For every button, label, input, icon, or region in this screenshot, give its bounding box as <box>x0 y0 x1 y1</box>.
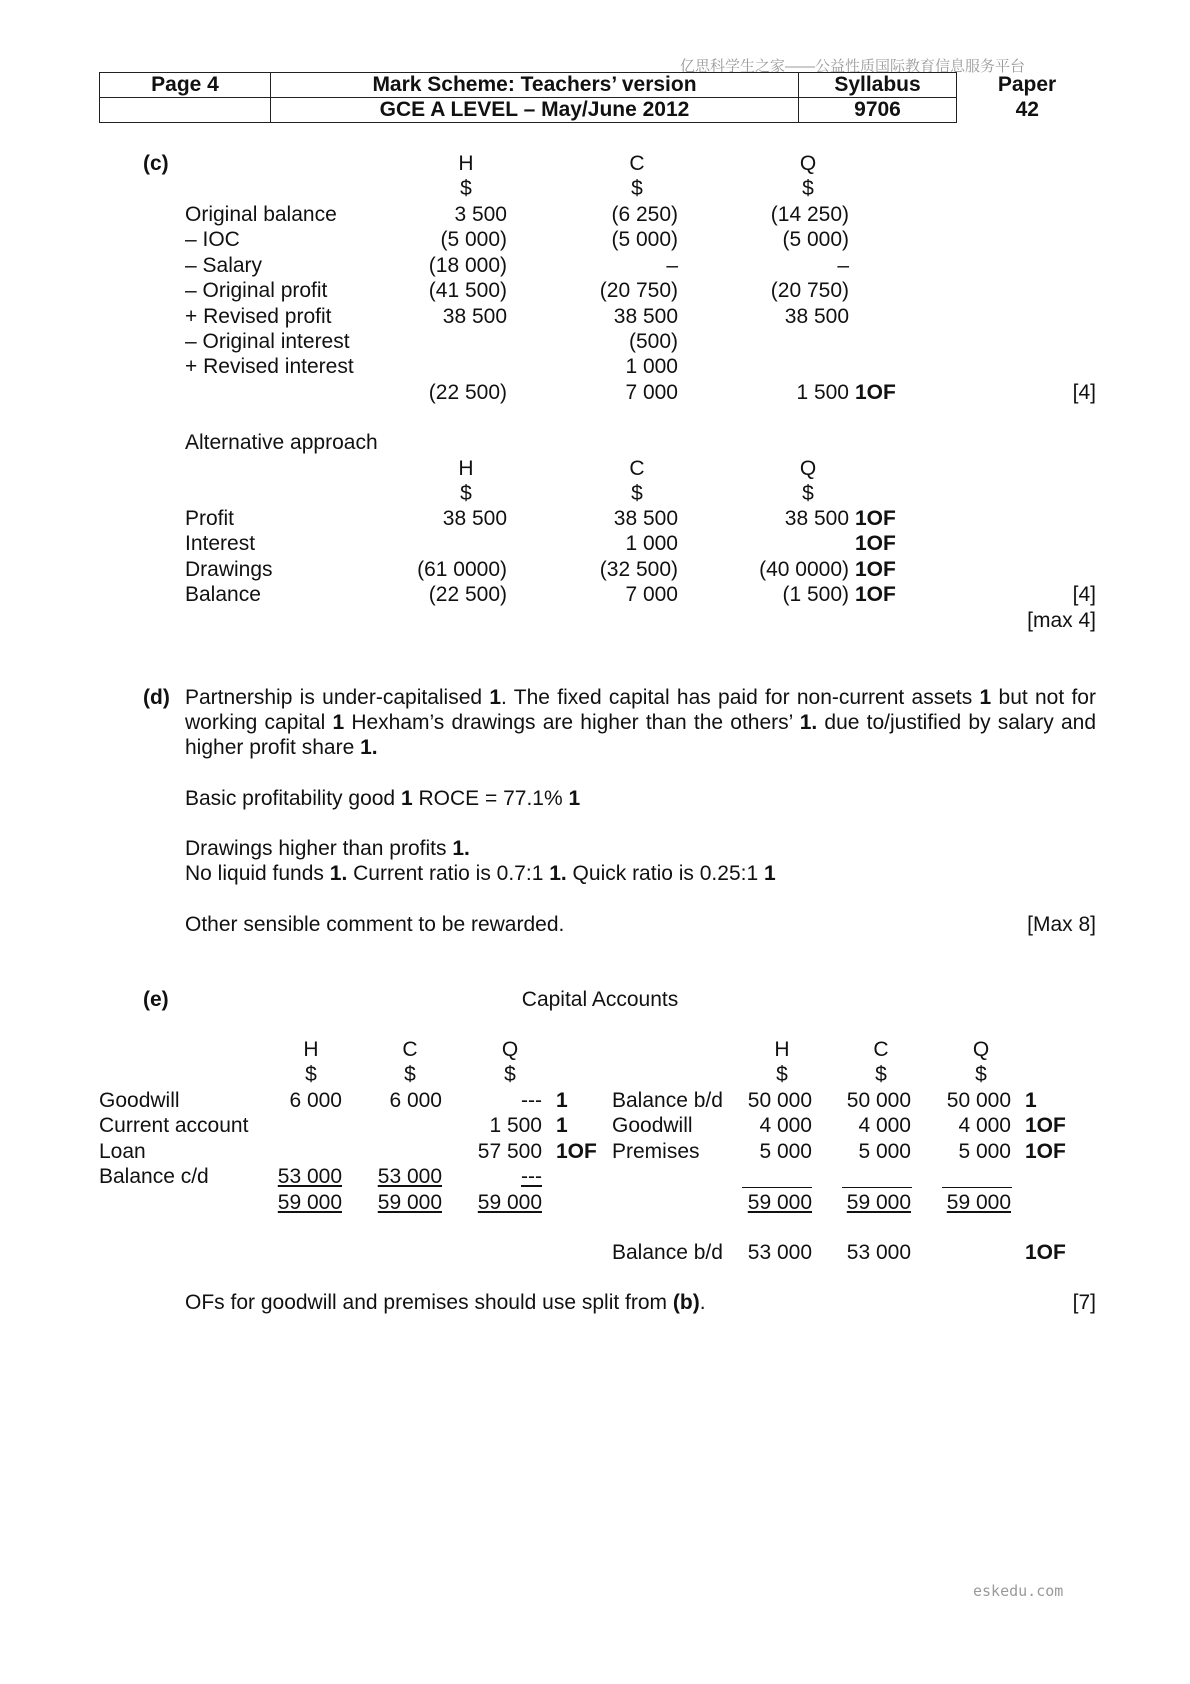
mark-total: [4] <box>1072 380 1096 404</box>
value-q: – <box>837 253 849 277</box>
debit-column-header-h: H <box>303 1038 319 1061</box>
text-run: 1. <box>549 862 567 885</box>
credit-value-c: 50 000 <box>846 1089 911 1112</box>
debit-column-header-c: C <box>402 1038 418 1061</box>
debit-currency-header: $ <box>404 1063 416 1086</box>
header-paper-label: Paper <box>997 73 1057 96</box>
debit-row-label: Loan <box>99 1139 146 1163</box>
mark-total: [4] <box>1072 583 1096 607</box>
text-run: . The fixed capital has paid for non-current assets <box>501 686 980 709</box>
header-exam: GCE A LEVEL – May/June 2012 <box>271 98 799 123</box>
text-run: 1 <box>979 686 992 709</box>
credit-mark: 1OF <box>1025 1114 1066 1138</box>
credit-total-h: 59 000 <box>747 1191 812 1214</box>
value-h: (22 500) <box>428 583 507 607</box>
column-header-q: Q <box>799 457 817 480</box>
mark: 1OF <box>855 583 896 607</box>
value-h: (22 500) <box>428 380 507 404</box>
currency-header: $ <box>631 177 643 200</box>
footer-watermark: eskedu.com <box>973 1582 1064 1600</box>
section-d-paragraph-1 <box>185 685 1096 760</box>
text-run: Quick ratio is 0.25:1 <box>566 862 764 885</box>
debit-row-label: Goodwill <box>99 1089 180 1112</box>
credit-row-label: Premises <box>612 1139 700 1163</box>
column-header-h: H <box>458 457 474 480</box>
text-run: 1. <box>329 862 348 885</box>
credit-column-header-h: H <box>774 1038 790 1061</box>
section-e-total: [7] <box>1072 1291 1096 1314</box>
credit-value-h: 4 000 <box>759 1114 812 1138</box>
text-run: 1 <box>400 787 413 810</box>
value-c: – <box>666 253 678 277</box>
header-title: Mark Scheme: Teachers’ version <box>271 73 799 98</box>
debit-row-label: Balance c/d <box>99 1165 209 1189</box>
section-e-label: (e) <box>143 988 169 1011</box>
value-q: (14 250) <box>770 203 849 226</box>
value-h: 3 500 <box>454 203 507 226</box>
column-header-c: C <box>629 152 645 175</box>
watermark: 亿思科学生之家——公益性质国际教育信息服务平台 <box>680 58 1026 75</box>
credit-total-c: 59 000 <box>846 1191 911 1214</box>
credit-currency-header: $ <box>776 1063 788 1086</box>
credit-currency-header: $ <box>875 1063 887 1086</box>
credit-bd-c: 53 000 <box>846 1241 911 1264</box>
text-run: 1. <box>799 711 818 734</box>
value-c: (500) <box>628 330 678 353</box>
debit-row-label: Current account <box>99 1114 249 1138</box>
mark: 1OF <box>855 557 896 581</box>
text-run: Partnership is under-capitalised <box>185 686 490 709</box>
debit-value-h: 6 000 <box>289 1089 342 1112</box>
text-run: due to/justified by salary and higher profit share <box>185 711 1097 759</box>
row-label: – IOC <box>185 228 240 252</box>
value-h: 38 500 <box>442 507 507 530</box>
credit-value-h: 50 000 <box>747 1089 812 1112</box>
text-run: 1. <box>360 736 378 759</box>
text-run: but not for working capital <box>185 686 1096 734</box>
credit-row-label: Balance b/d <box>612 1089 723 1112</box>
section-d-label: (d) <box>143 686 170 709</box>
text-run: (b) <box>672 1291 700 1314</box>
row-label: – Original interest <box>185 330 350 353</box>
text-run: Current ratio is 0.7:1 <box>347 862 550 885</box>
credit-bd-mark: 1OF <box>1025 1241 1066 1264</box>
row-label: – Salary <box>185 253 263 277</box>
value-h: (5 000) <box>440 228 507 252</box>
section-d-paragraph-3a <box>185 836 1096 861</box>
debit-value-q: 57 500 <box>477 1139 542 1163</box>
credit-value-q: 50 000 <box>946 1089 1011 1112</box>
section-e-note <box>185 1290 885 1315</box>
credit-mark: 1OF <box>1025 1139 1066 1163</box>
text-run: Drawings higher than profits <box>185 837 453 860</box>
header-syllabus: 9706 <box>799 98 957 123</box>
text-run: No liquid funds <box>185 862 330 885</box>
value-q: (1 500) <box>782 583 849 607</box>
text-run: 1 <box>568 787 581 810</box>
row-label: – Original profit <box>185 279 328 303</box>
credit-value-c: 5 000 <box>858 1139 911 1163</box>
total-rule <box>842 1187 912 1188</box>
value-h: (61 0000) <box>417 557 507 581</box>
total-rule <box>742 1187 812 1188</box>
mark: 1OF <box>855 532 896 556</box>
value-c: (32 500) <box>599 557 678 581</box>
credit-row-label: Goodwill <box>612 1114 693 1138</box>
credit-mark: 1 <box>1025 1089 1037 1112</box>
text-run: 1 <box>763 862 776 885</box>
column-header-h: H <box>458 152 474 175</box>
section-d-paragraph-3b <box>185 861 1096 886</box>
value-h: (18 000) <box>428 253 507 277</box>
row-label: Profit <box>185 507 235 530</box>
credit-value-h: 5 000 <box>759 1139 812 1163</box>
value-q: 1 500 <box>796 380 849 404</box>
currency-header: $ <box>460 482 472 505</box>
value-c: 1 000 <box>625 532 678 556</box>
currency-header: $ <box>802 482 814 505</box>
value-h: (41 500) <box>428 279 507 303</box>
value-h: 38 500 <box>442 304 507 328</box>
debit-currency-header: $ <box>305 1063 317 1086</box>
currency-header: $ <box>802 177 814 200</box>
row-label: + Revised profit <box>185 304 332 328</box>
mark: 1OF <box>855 507 896 530</box>
header-page: Page 4 <box>100 73 271 98</box>
text-run: Hexham’s drawings are higher than the others’ <box>344 711 800 734</box>
credit-column-header-c: C <box>873 1038 889 1061</box>
value-c: 1 000 <box>625 355 678 379</box>
section-d-max: [Max 8] <box>1027 913 1096 936</box>
debit-mark: 1OF <box>556 1139 597 1163</box>
row-label: + Revised interest <box>185 355 354 379</box>
debit-value-q: --- <box>521 1089 542 1112</box>
credit-value-q: 5 000 <box>958 1139 1011 1163</box>
text-run: . <box>699 1291 706 1314</box>
debit-total-h: 59 000 <box>277 1191 342 1214</box>
debit-total-q: 59 000 <box>477 1191 542 1214</box>
section-c-max: [max 4] <box>1027 609 1096 632</box>
value-c: (20 750) <box>599 279 678 303</box>
credit-bd-h: 53 000 <box>747 1241 812 1264</box>
debit-mark: 1 <box>556 1089 568 1112</box>
value-c: 7 000 <box>625 583 678 607</box>
credit-bd-label: Balance b/d <box>612 1241 723 1264</box>
text-run: 1 <box>332 711 345 734</box>
text-run: 1 <box>489 686 502 709</box>
debit-value-c: 6 000 <box>389 1089 442 1112</box>
text-run: ROCE = 77.1% <box>412 787 569 810</box>
credit-currency-header: $ <box>975 1063 987 1086</box>
value-q: 38 500 <box>784 304 849 328</box>
text-run: 1. <box>452 837 470 860</box>
header-empty-cell <box>100 98 271 123</box>
debit-value-q: --- <box>521 1165 542 1189</box>
header-paper: 42 <box>1015 98 1039 121</box>
value-c: (5 000) <box>611 228 678 252</box>
row-label: Original balance <box>185 203 337 226</box>
value-c: 7 000 <box>625 380 678 404</box>
debit-column-header-q: Q <box>501 1038 519 1061</box>
credit-column-header-q: Q <box>972 1038 990 1061</box>
column-header-q: Q <box>799 152 817 175</box>
value-c: (6 250) <box>611 203 678 226</box>
text-run: OFs for goodwill and premises should use split from <box>185 1291 673 1314</box>
column-header-c: C <box>629 457 645 480</box>
row-label: Interest <box>185 532 256 556</box>
header-table <box>99 72 1098 123</box>
section-d-paragraph-2 <box>185 786 1096 811</box>
row-label: Drawings <box>185 557 273 581</box>
credit-value-q: 4 000 <box>958 1114 1011 1138</box>
text-run: Basic profitability good <box>185 787 401 810</box>
debit-currency-header: $ <box>504 1063 516 1086</box>
value-q: (20 750) <box>770 279 849 303</box>
debit-mark: 1 <box>556 1114 568 1138</box>
value-q: (40 0000) <box>759 557 849 581</box>
section-c-label: (c) <box>143 152 169 175</box>
value-c: 38 500 <box>613 507 678 530</box>
total-rule <box>942 1187 1012 1188</box>
header-syllabus-label: Syllabus <box>799 73 957 98</box>
credit-total-q: 59 000 <box>946 1191 1011 1214</box>
mark: 1OF <box>855 380 896 404</box>
currency-header: $ <box>631 482 643 505</box>
value-q: (5 000) <box>782 228 849 252</box>
credit-value-c: 4 000 <box>858 1114 911 1138</box>
debit-total-c: 59 000 <box>377 1191 442 1214</box>
debit-value-c: 53 000 <box>377 1165 442 1189</box>
debit-value-q: 1 500 <box>489 1114 542 1138</box>
capital-accounts-title: Capital Accounts <box>521 988 679 1011</box>
row-label: Balance <box>185 583 261 607</box>
debit-value-h: 53 000 <box>277 1165 342 1189</box>
section-d-paragraph-4: Other sensible comment to be rewarded. <box>185 913 565 936</box>
currency-header: $ <box>460 177 472 200</box>
alternative-approach-title: Alternative approach <box>185 431 378 454</box>
value-q: 38 500 <box>784 507 849 530</box>
value-c: 38 500 <box>613 304 678 328</box>
